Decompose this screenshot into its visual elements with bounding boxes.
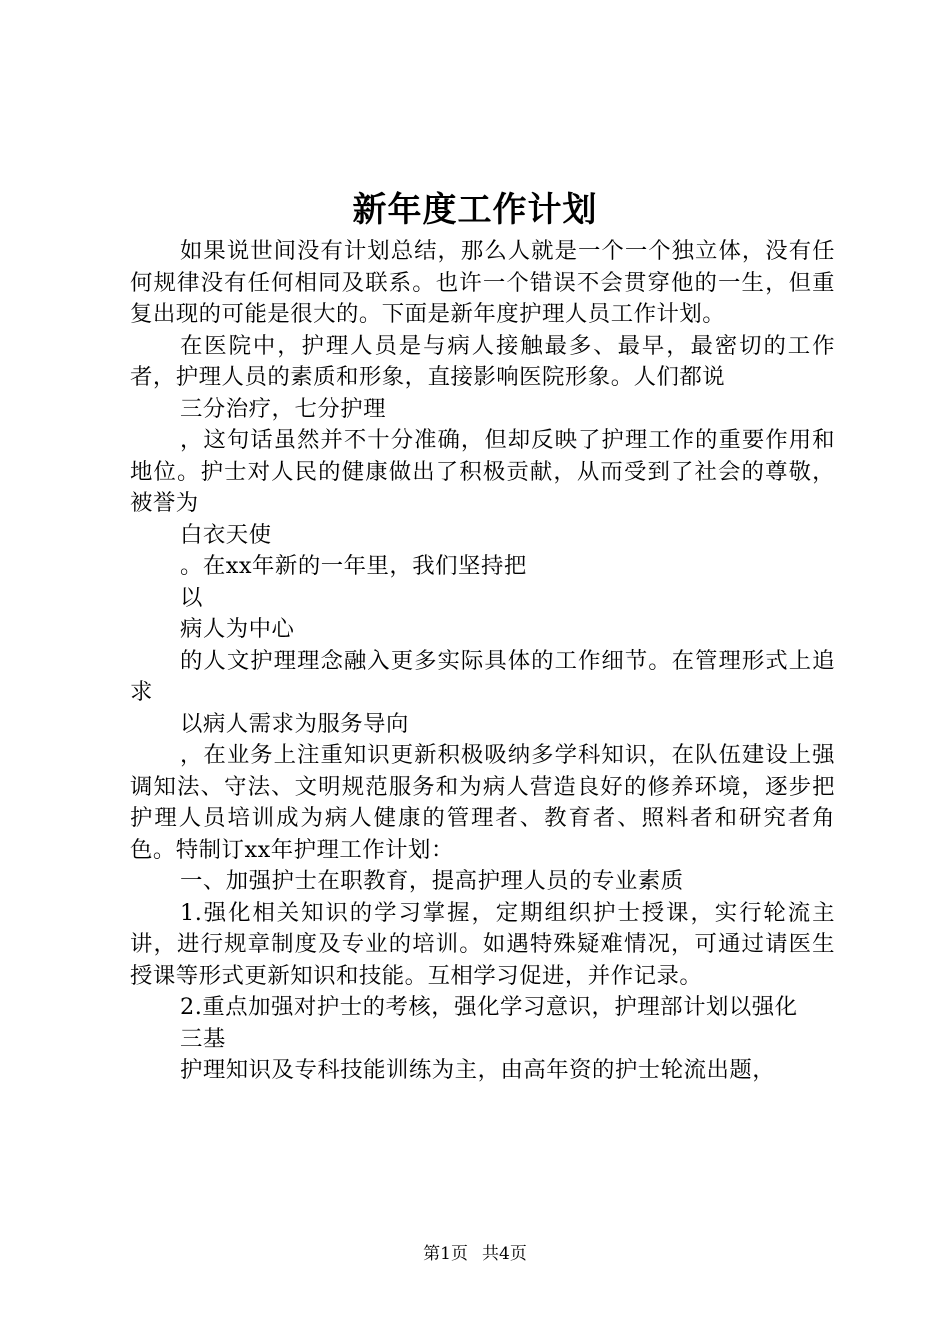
paragraph: 病人为中心 <box>180 616 295 642</box>
page-number: 第1页 <box>423 1244 468 1264</box>
page-footer <box>0 1242 950 1266</box>
paragraph: ，这句话虽然并不十分准确，但却反映了护理工作的重要作用和地位。护士对人民的健康做出了积极贡献，从而受到了社会的尊敬，被誉为 <box>130 427 835 516</box>
paragraph: 三基 <box>180 1025 226 1052</box>
paragraph: 在医院中，护理人员是与病人接触最多、最早，最密切的工作者，护理人员的素质和形象，直接影响医院形象。人们都说 <box>130 332 835 390</box>
paragraph: 三分治疗，七分护理 <box>180 395 387 422</box>
paragraph: 2.重点加强对护士的考核，强化学习意识，护理部计划以强化 <box>180 994 798 1020</box>
paragraph: 1.强化相关知识的学习掌握，定期组织护士授课，实行轮流主讲，进行规章制度及专业的培训。如遇特殊疑难情况，可通过请医生授课等形式更新知识和技能。互相学习促进，并作记录。 <box>130 899 835 989</box>
section-heading: 一、加强护士在职教育，提高护理人员的专业素质 <box>180 868 684 894</box>
paragraph: ，在业务上注重知识更新积极吸纳多学科知识，在队伍建设上强调知法、守法、文明规范服务和为病人营造良好的修养环境，逐步把护理人员培训成为病人健康的管理者、教育者、照料者和研究者角色。特制订xx年护理工作计划： <box>130 742 835 863</box>
paragraph: 以病人需求为服务导向 <box>180 710 409 737</box>
paragraph: 如果说世间没有计划总结，那么人就是一个一个独立体，没有任何规律没有任何相同及联系。也许一个错误不会贯穿他的一生，但重复出现的可能是很大的。下面是新年度护理人员工作计划。 <box>130 238 835 327</box>
document-title: 新年度工作计划 <box>352 190 598 230</box>
paragraph: 护理知识及专科技能训练为主，由高年资的护士轮流出题， <box>180 1057 776 1083</box>
paragraph: 的人文护理理念融入更多实际具体的工作细节。在管理形式上追求 <box>130 647 835 705</box>
paragraph: 白衣天使 <box>180 521 272 548</box>
paragraph: 。在xx年新的一年里，我们坚持把 <box>180 553 527 579</box>
page-total: 共4页 <box>482 1244 527 1264</box>
document-body <box>130 236 835 1087</box>
paragraph: 以 <box>180 584 203 611</box>
